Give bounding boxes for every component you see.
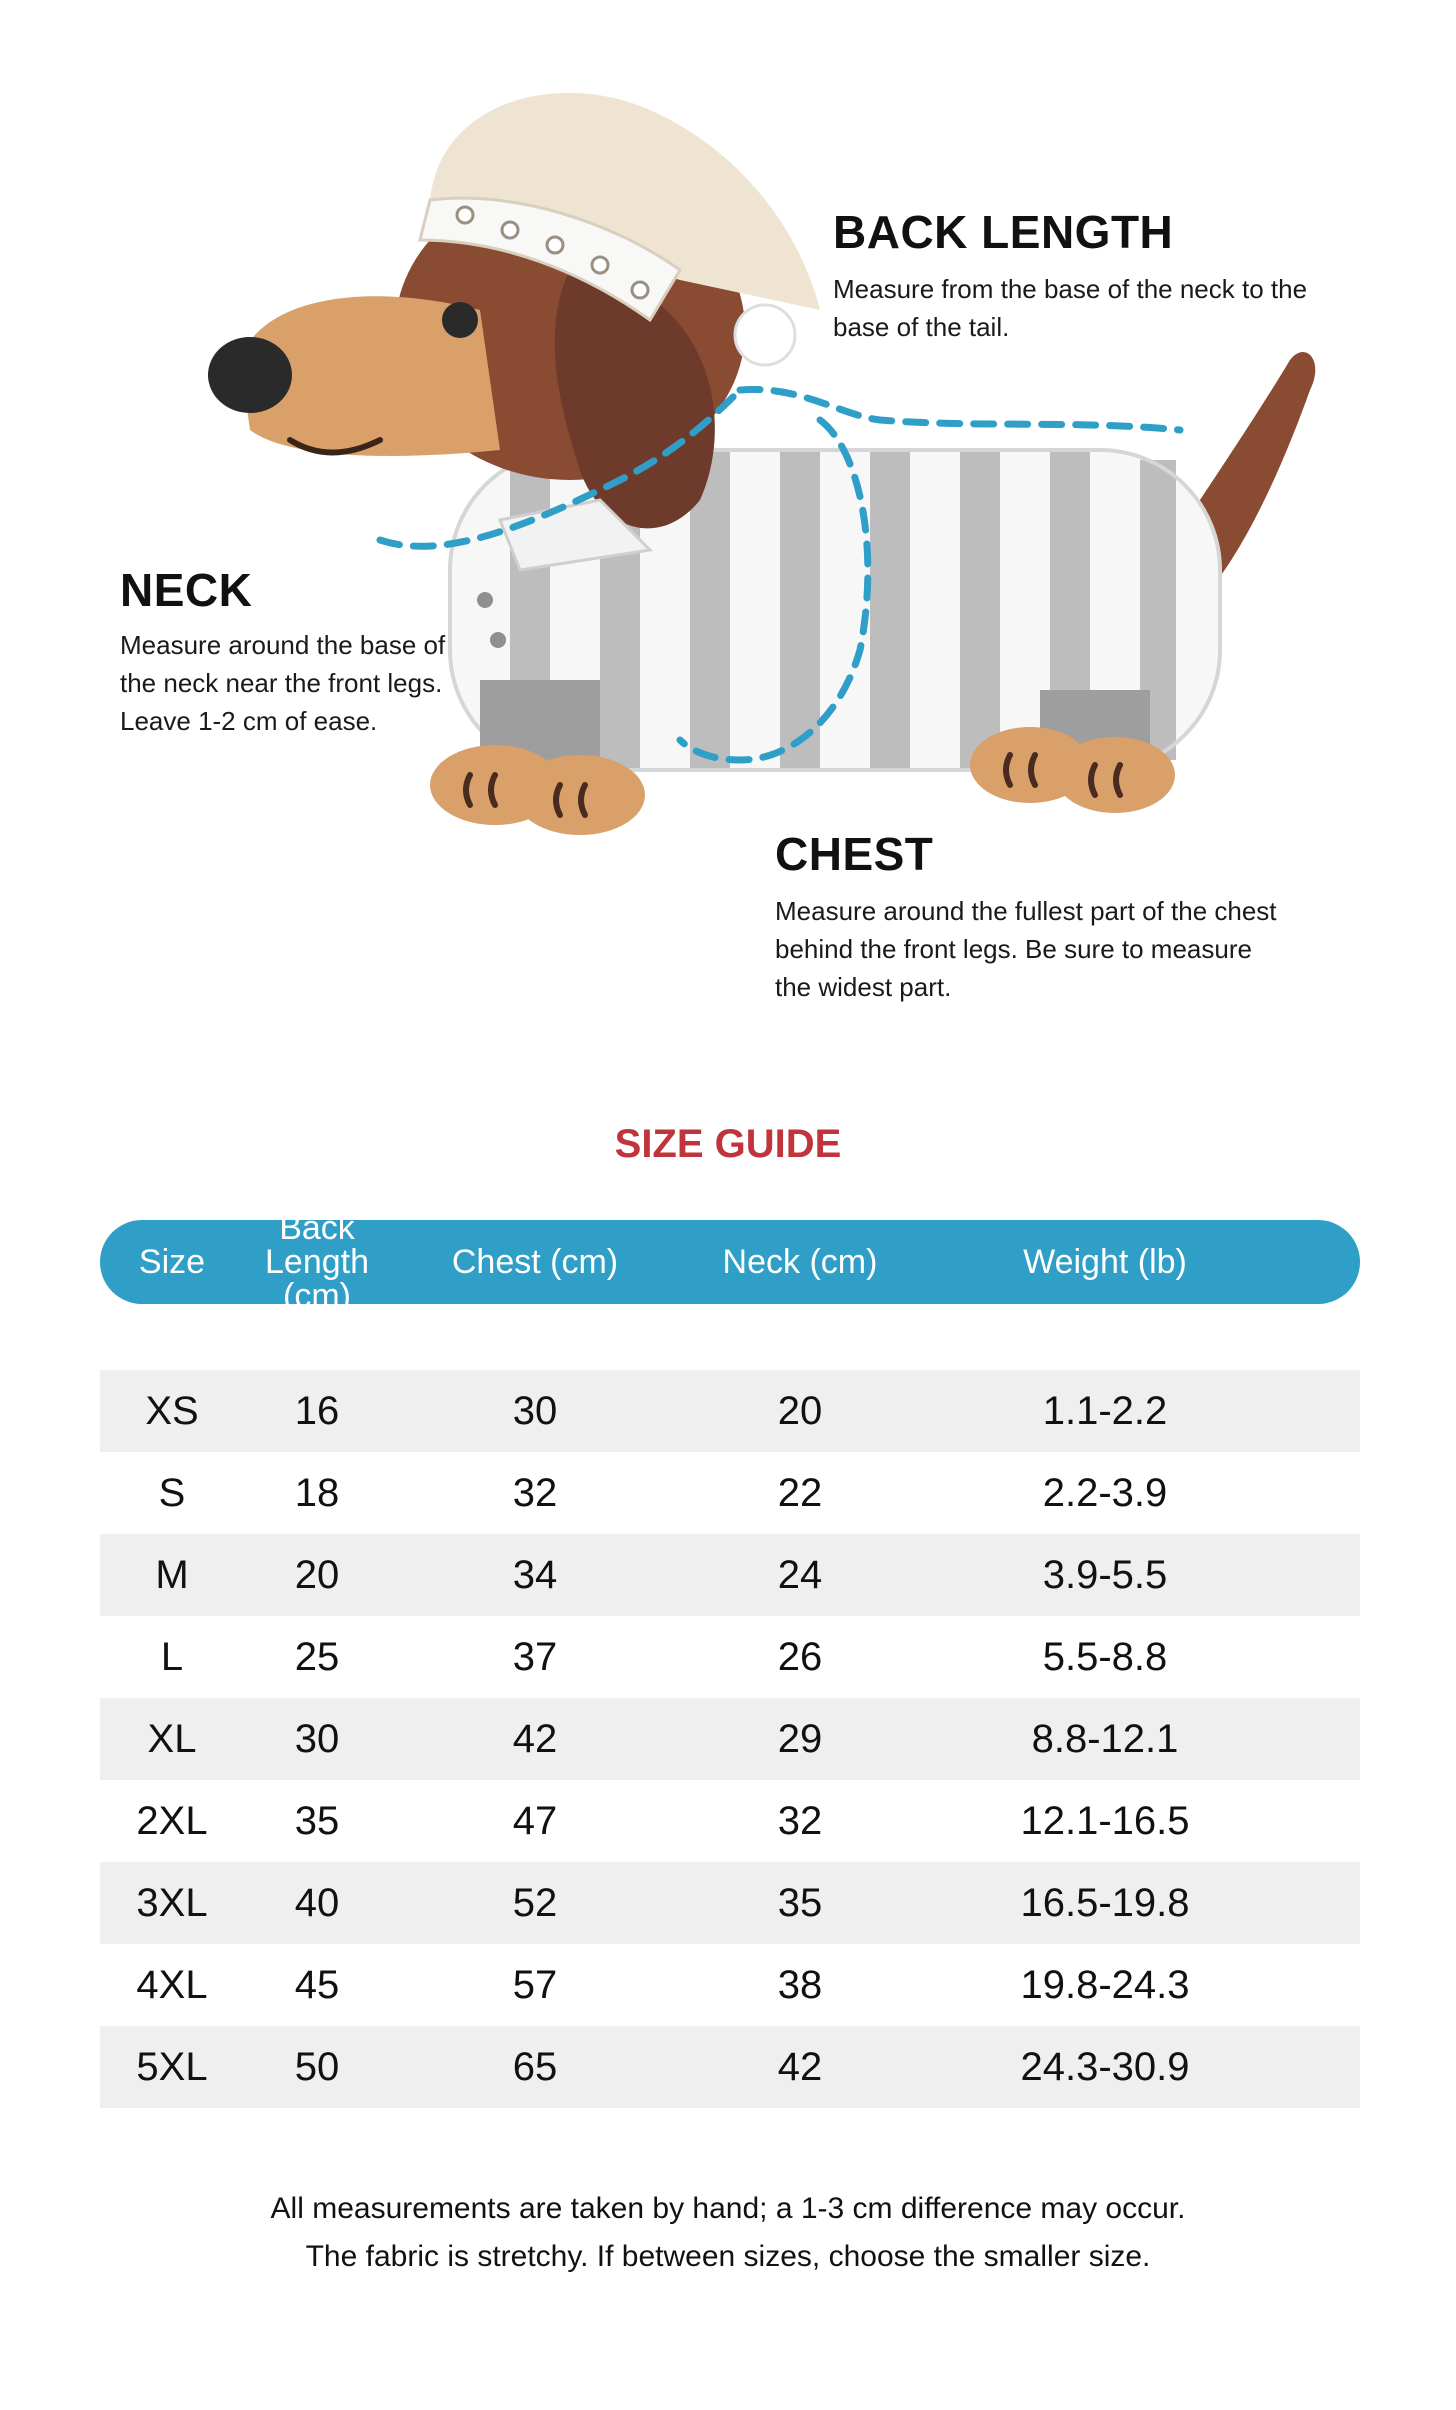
cell-neck: 42: [777, 2044, 823, 2089]
cell-chest: 32: [512, 1470, 558, 1515]
cell-neck: 32: [777, 1798, 823, 1843]
header-neck-label: Neck (cm): [722, 1243, 878, 1281]
header-back-length: [244, 1209, 390, 1315]
size-table-header: [100, 1209, 1360, 1315]
table-row: [100, 1452, 1360, 1534]
cell-weight: 16.5-19.8: [1020, 1880, 1190, 1925]
fabric-note: The fabric is stretchy. If between sizes, choose the smaller size.: [305, 2240, 1151, 2273]
cell-weight: 3.9-5.5: [1042, 1552, 1168, 1597]
table-row: [100, 1698, 1360, 1780]
cell-back-length: 45: [294, 1962, 340, 2007]
cell-neck: 22: [777, 1470, 823, 1515]
cell-chest: 65: [512, 2044, 558, 2089]
cell-weight: 1.1-2.2: [1042, 1388, 1168, 1433]
back-length-title: BACK LENGTH: [833, 206, 1174, 258]
cell-size: 4XL: [136, 1962, 208, 2007]
back-length-description: Measure from the base of the neck to the base of the tail.: [833, 274, 1308, 342]
header-neck: [700, 1220, 900, 1304]
header-weight-label: Weight (lb): [1023, 1243, 1187, 1281]
cell-weight: 19.8-24.3: [1020, 1962, 1190, 2007]
cell-neck: 26: [777, 1634, 823, 1679]
header-size-label: Size: [138, 1243, 206, 1281]
cell-neck: 35: [777, 1880, 823, 1925]
header-back-length-unit: (cm): [283, 1277, 351, 1315]
cell-neck: 29: [777, 1716, 823, 1761]
cell-chest: 34: [512, 1552, 558, 1597]
cell-neck: 20: [777, 1388, 823, 1433]
table-row: [100, 1780, 1360, 1862]
cell-size: S: [158, 1470, 186, 1515]
cell-back-length: 25: [294, 1634, 340, 1679]
cell-size: XS: [145, 1388, 199, 1433]
cell-back-length: 35: [294, 1798, 340, 1843]
neck-title: NECK: [120, 564, 253, 616]
cell-chest: 52: [512, 1880, 558, 1925]
size-table-body: [100, 1370, 1360, 2108]
cell-back-length: 40: [294, 1880, 340, 1925]
chest-title: CHEST: [775, 828, 934, 880]
dachshund-illustration: [180, 30, 1330, 1010]
size-guide-title: SIZE GUIDE: [614, 1122, 842, 1166]
cell-back-length: 20: [294, 1552, 340, 1597]
table-row: [100, 1944, 1360, 2026]
cell-back-length: 30: [294, 1716, 340, 1761]
cell-size: XL: [147, 1716, 197, 1761]
cell-neck: 38: [777, 1962, 823, 2007]
cell-back-length: 16: [294, 1388, 340, 1433]
cell-chest: 37: [512, 1634, 558, 1679]
cell-size: 2XL: [136, 1798, 208, 1843]
cell-weight: 5.5-8.8: [1042, 1634, 1168, 1679]
cell-neck: 24: [777, 1552, 823, 1597]
cell-size: 5XL: [136, 2044, 208, 2089]
table-row: [100, 1616, 1360, 1698]
header-chest: [430, 1220, 640, 1304]
neck-description: Measure around the base of the neck near the front legs. Leave 1-2 cm of ease.: [120, 630, 446, 736]
cell-weight: 8.8-12.1: [1031, 1716, 1179, 1761]
cell-back-length: 18: [294, 1470, 340, 1515]
table-row: [100, 1862, 1360, 1944]
header-chest-label: Chest (cm): [451, 1243, 619, 1281]
header-weight: [950, 1220, 1260, 1304]
cell-weight: 24.3-30.9: [1020, 2044, 1190, 2089]
chest-description: Measure around the fullest part of the chest behind the front legs. Be sure to measure the widest part.: [775, 896, 1277, 1002]
cell-back-length: 50: [294, 2044, 340, 2089]
table-row: [100, 1534, 1360, 1616]
header-size: [100, 1220, 244, 1304]
cell-chest: 47: [512, 1798, 558, 1843]
cell-chest: 42: [512, 1716, 558, 1761]
cell-chest: 30: [512, 1388, 558, 1433]
table-row: [100, 1370, 1360, 1452]
measurement-note: All measurements are taken by hand; a 1-3 cm difference may occur.: [270, 2192, 1186, 2225]
cell-size: M: [155, 1552, 189, 1597]
cell-size: 3XL: [136, 1880, 208, 1925]
header-back-length-label: Back Length: [265, 1209, 369, 1281]
cell-size: L: [160, 1634, 184, 1679]
back-length-line: [740, 389, 1180, 430]
cell-chest: 57: [512, 1962, 558, 2007]
table-row: [100, 2026, 1360, 2108]
cell-weight: 12.1-16.5: [1020, 1798, 1190, 1843]
cell-weight: 2.2-3.9: [1042, 1470, 1168, 1515]
